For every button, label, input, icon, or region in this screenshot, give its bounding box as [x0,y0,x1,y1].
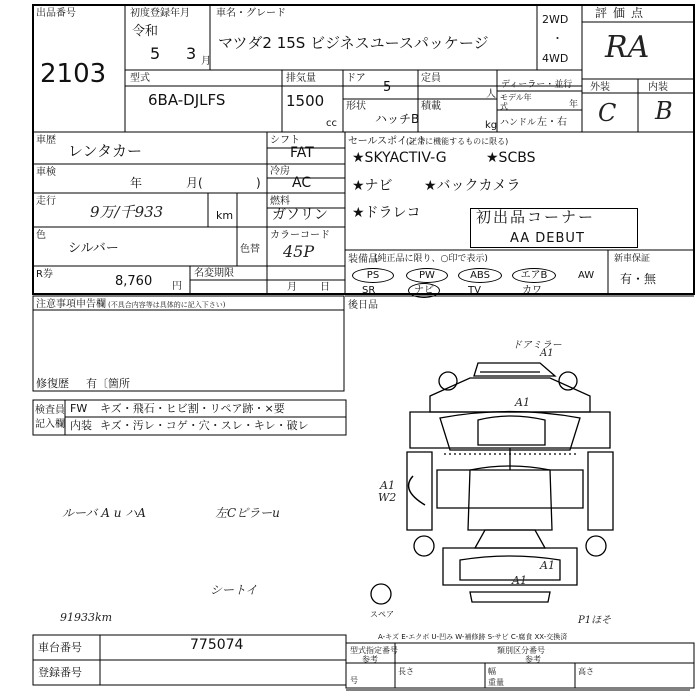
doors-label: ドア [346,73,366,84]
equip-sr: SR [362,285,376,296]
fuel-value: ガソリン [272,207,328,223]
month-unit: 月 [201,56,211,67]
category-label: 類別区分番号 [497,646,545,655]
handwritten-note-2: 左Cピラーu [215,506,280,520]
history-value: レンタカー [68,142,143,160]
doors-value: 5 [383,80,392,95]
legend: A-キズ E-エクボ U-凹み W-補修跡 S-サビ C-腐食 XX-交換済 [378,633,568,641]
drive-separator: ・ [552,32,563,45]
equip-airbag: エアB [512,268,556,283]
int-items: キズ・汚レ・コゲ・穴・スレ・キレ・破レ [100,419,309,432]
new-car-warranty-label: 新車保証 [614,254,651,264]
width-label: 幅 [488,667,496,676]
mileage-value: 9万/千933 [90,203,164,221]
handwritten-note-1: ルーバ A u ハA [62,506,146,520]
interior-label: 内装 [648,82,668,93]
length-label: 長さ [398,667,414,676]
handle-value: 左・右 [537,117,567,128]
mileage-label: 走行 [36,196,56,207]
displacement-value: 1500 [286,92,325,110]
height-label: 高さ [578,667,594,676]
era: 令和 [132,24,159,39]
sales-point-3: ★ナビ [352,178,393,194]
debut-corner-title: 初出品コーナー [476,208,596,226]
weight-label: 重量 [488,678,504,687]
equip-ps: PS [352,268,394,283]
equip-navi: ナビ [408,283,440,298]
aircon-value: AC [292,175,312,191]
recycle-label: R券 [36,269,53,280]
color-label: 色 [36,230,46,241]
sales-point-4: ★バックカメラ [424,178,521,194]
sales-points-label: セールスポイント [348,136,428,147]
chassis-label: 車台番号 [38,641,82,654]
fw-items: キズ・飛石・ヒビ割・リペア跡・×要 [100,402,285,415]
equip-abs: ABS [458,268,502,283]
shape-label: 形状 [346,101,366,112]
mark-rear-2: A1 [540,559,555,572]
inspection-label: 車検 [36,167,56,178]
fuel-label: 燃料 [270,196,290,207]
mark-left-side-2: W2 [378,491,397,504]
color-value: シルバー [68,241,119,256]
year-unit: 年 [569,100,579,110]
repair-value: 有〔箇所 [86,377,130,390]
history-label: 車歴 [36,135,56,146]
unit-label: 号 [350,676,358,685]
interior-grade: B [655,97,673,125]
int-label: 内装 [70,419,92,432]
shift-label: シフト [270,135,300,146]
sales-point-2: ★SCBS [486,150,536,166]
sales-points-note: (正常に機能するものに限る) [406,137,509,146]
handwritten-mileage: 91933km [60,611,113,624]
options-label: 後日品 [348,300,378,311]
shape-value: ハッチB [375,112,420,126]
chassis-number: 775074 [190,637,244,653]
inspection-month: 月( [186,176,203,190]
lot-number: 2103 [40,59,107,89]
equipment-label: 装備品 [348,254,378,265]
color-change-label: 色替 [240,244,260,255]
kg-unit: kg [485,120,498,131]
reg-year: 5 [150,44,161,63]
ref-label-2: 参考 [525,655,541,664]
mark-door-mirror-grade: A1 [540,348,554,359]
exterior-label: 外装 [590,82,610,93]
handwritten-note-3: シートイ [210,583,258,597]
score-label: 評価点 [595,6,650,20]
inspector-label-1: 検査員 [35,405,65,416]
mark-left-side-1: A1 [380,479,395,492]
dealer-label: ディーラー・並行 [501,80,573,90]
notes-label: 注意事項申告欄 [36,299,106,310]
inspection-close: ) [256,176,261,190]
equip-leather: カワ [522,285,542,296]
type-designation-label: 型式指定番号 [350,646,398,655]
equip-aw: AW [578,270,595,281]
reg-expiry-label: 名変期限 [194,268,234,279]
drive-4wd: 4WD [542,52,569,65]
shift-value: FAT [290,145,314,161]
color-code-label: カラーコード [270,230,330,241]
expiry-month: 月 [287,282,297,293]
displacement-label: 排気量 [286,73,316,84]
load-label: 積載 [421,101,441,112]
repair-label: 修復歴 [36,377,69,390]
warranty-value: 有・無 [620,272,657,286]
handle-label: ハンドル [500,118,537,128]
mark-rear-1: A1 [512,574,527,587]
score-value: RA [605,30,650,65]
equipment-note: (純正品に限り、○印で表示) [374,254,488,264]
capacity-unit: 人 [486,89,496,100]
model-label: 型式 [130,73,150,84]
notes-sub: (不具合内容等は具体的に記入下さい) [108,301,226,309]
mark-rear-right: P1ほそ [578,615,612,626]
sales-point-5: ★ドラレコ [352,205,421,221]
lot-label: 出品番号 [36,8,76,19]
ref-label-1: 参考 [362,655,378,664]
first-reg-label: 初度登録年月 [130,8,190,19]
car-grade-label: 車名・グレード [216,8,286,19]
inspector-label-2: 記入欄 [35,419,65,430]
expiry-day: 日 [320,282,330,293]
drive-2wd: 2WD [542,13,569,26]
model-code: 6BA-DJLFS [148,91,226,109]
sales-point-1: ★SKYACTIV-G [352,150,447,166]
reg-month: 3 [186,44,197,63]
car-diagram [371,363,613,604]
cc-unit: cc [326,118,337,129]
aircon-label: 冷房 [270,166,290,177]
color-code-value: 45P [283,242,315,261]
spare-label: スペア [370,610,394,619]
mark-door-mirror: ドアミラー [512,340,562,351]
km-unit: km [216,209,234,222]
fw-label: FW [70,402,88,415]
equip-tv: TV [468,285,481,296]
recycle-fee: 8,760 [115,274,153,289]
inspection-year: 年 [130,176,143,190]
reg-number-label: 登録番号 [38,666,82,679]
equip-pw: PW [406,268,448,283]
exterior-grade: C [598,99,617,127]
debut-corner-sub: AA DEBUT [510,231,585,246]
capacity-label: 定員 [421,73,441,84]
model-year-label: モデル年式 [500,93,532,111]
yen-unit: 円 [172,281,182,292]
car-name: マツダ2 15S ビジネスユースパッケージ [218,34,489,52]
mark-hood: A1 [515,396,530,409]
